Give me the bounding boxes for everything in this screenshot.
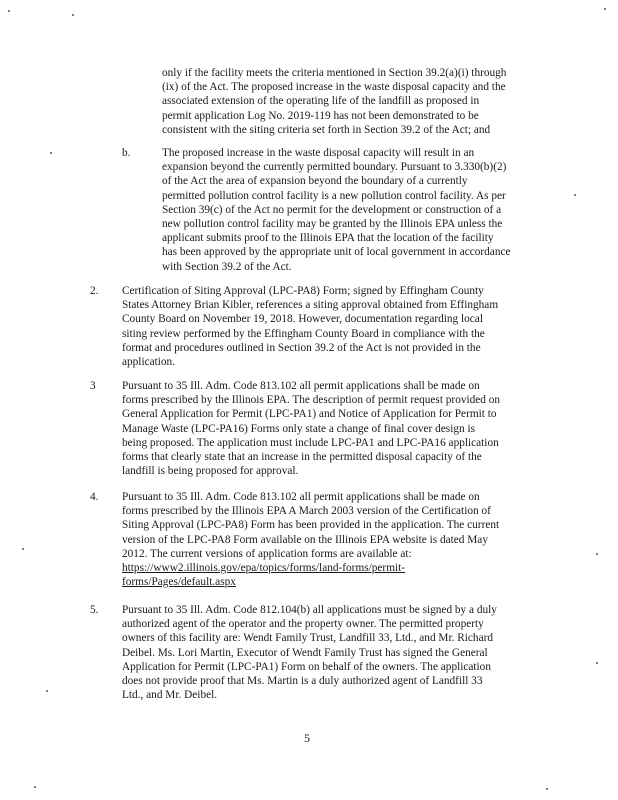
item-4-number: 4. [90, 491, 99, 503]
text-line: has been approved by the appropriate unit of local government in accordance [162, 246, 511, 259]
text-line: landfill is being proposed for approval. [122, 465, 299, 478]
item-3-number: 3 [90, 380, 96, 392]
item-b-marker: b. [122, 147, 131, 159]
text-line: associated extension of the operating life of the landfill as proposed in [162, 95, 480, 108]
text-line: of the Act the area of expansion beyond the boundary of a currently [162, 175, 468, 188]
text-line: 2012. The current versions of application forms are available at: [122, 547, 412, 560]
text-line: General Application for Permit (LPC-PA1) and Notice of Application for Permit to [122, 408, 497, 421]
text-line: does not provide proof that Ms. Martin is a duly authorized agent of Landfill 33 [122, 675, 483, 688]
item-2-number: 2. [90, 285, 99, 297]
text-line: States Attorney Brian Kibler, references a siting approval obtained from Effingham [122, 299, 499, 312]
scan-speck [604, 8, 606, 10]
text-line: consistent with the siting criteria set forth in Section 39.2 of the Act; and [162, 123, 491, 136]
text-line: Ltd., and Mr. Deibel. [122, 689, 218, 702]
text-line: applicant submits proof to the Illinois EPA that the location of the facility [162, 232, 494, 245]
text-line: Certification of Siting Approval (LPC-PA8) Form; signed by Effingham County [122, 285, 484, 297]
text-line: new pollution control facility may be granted by the Illinois EPA unless the [162, 218, 503, 231]
text-line: version of the LPC-PA8 Form available on the Illinois EPA website is dated May [122, 533, 488, 546]
item-3-paragraph [122, 379, 500, 478]
text-line: format and procedures outlined in Section 39.2 of the Act is not provided in the [122, 341, 481, 354]
forms-link[interactable]: https://www2.illinois.gov/epa/topics/forms/land-forms/permit- [122, 562, 406, 575]
text-line: Siting Approval (LPC-PA8) Form has been provided in the application. The current [122, 519, 500, 532]
scan-speck [8, 10, 10, 12]
text-line: permit application Log No. 2019-119 has not been demonstrated to be [162, 109, 479, 122]
text-line: The proposed increase in the waste disposal capacity will result in an [162, 147, 475, 159]
text-line: Pursuant to 35 Ill. Adm. Code 813.102 all permit applications shall be made on [122, 491, 480, 503]
scan-speck [596, 553, 598, 555]
text-line: only if the facility meets the criteria mentioned in Section 39.2(a)(i) through [162, 67, 507, 79]
text-line: with Section 39.2 of the Act. [162, 260, 292, 273]
text-line: Section 39(c) of the Act no permit for the development or construction of a [162, 203, 502, 216]
text-line: being proposed. The application must include LPC-PA1 and LPC-PA16 application [122, 436, 499, 449]
text-line: permitted pollution control facility is a new pollution control facility. As per [162, 189, 506, 202]
text-line: expansion beyond the currently permitted boundary. Pursuant to 3.330(b)(2) [162, 161, 507, 174]
text-line: Manage Waste (LPC-PA16) Forms only state a change of final cover design is [122, 422, 475, 435]
item-2-paragraph [122, 284, 498, 369]
text-line: Deibel. Ms. Lori Martin, Executor of Wendt Family Trust has signed the General [122, 646, 488, 659]
item-5-paragraph [122, 603, 497, 702]
scan-speck [34, 786, 36, 788]
text-line: forms that clearly state that an increase in the permitted disposal capacity of the [122, 451, 482, 464]
scan-speck [574, 194, 576, 196]
text-line: application. [122, 356, 176, 369]
scan-speck [46, 690, 48, 692]
text-line: owners of this facility are: Wendt Family Trust, Landfill 33, Ltd., and Mr. Richard [122, 632, 494, 645]
item-4-paragraph [122, 490, 499, 589]
scan-speck [596, 662, 598, 664]
text-line: forms prescribed by the Illinois EPA A March 2003 version of the Certification of [122, 505, 491, 518]
text-line: authorized agent of the operator and the property owner. The permitted property [122, 618, 484, 631]
text-line: Pursuant to 35 Ill. Adm. Code 812.104(b) all applications must be signed by a duly [122, 604, 497, 616]
scan-speck [546, 788, 548, 790]
scan-speck [72, 14, 74, 16]
forms-link[interactable]: forms/Pages/default.aspx [122, 576, 236, 589]
text-line: (ix) of the Act. The proposed increase in the waste disposal capacity and the [162, 81, 506, 94]
continuation-paragraph [162, 66, 506, 137]
scan-speck [50, 152, 52, 154]
text-line: Application for Permit (LPC-PA1) Form on behalf of the owners. The application [122, 660, 491, 673]
text-line: forms prescribed by the Illinois EPA. The description of permit request provided on [122, 394, 501, 407]
text-line: Pursuant to 35 Ill. Adm. Code 813.102 all permit applications shall be made on [122, 380, 480, 392]
text-line: County Board on November 19, 2018. However, documentation regarding local [122, 313, 483, 326]
text-line: siting review performed by the Effingham County Board in compliance with the [122, 327, 485, 340]
scan-speck [22, 548, 24, 550]
item-b-paragraph [162, 146, 511, 274]
page-number: 5 [304, 731, 310, 745]
item-5-number: 5. [90, 604, 99, 616]
